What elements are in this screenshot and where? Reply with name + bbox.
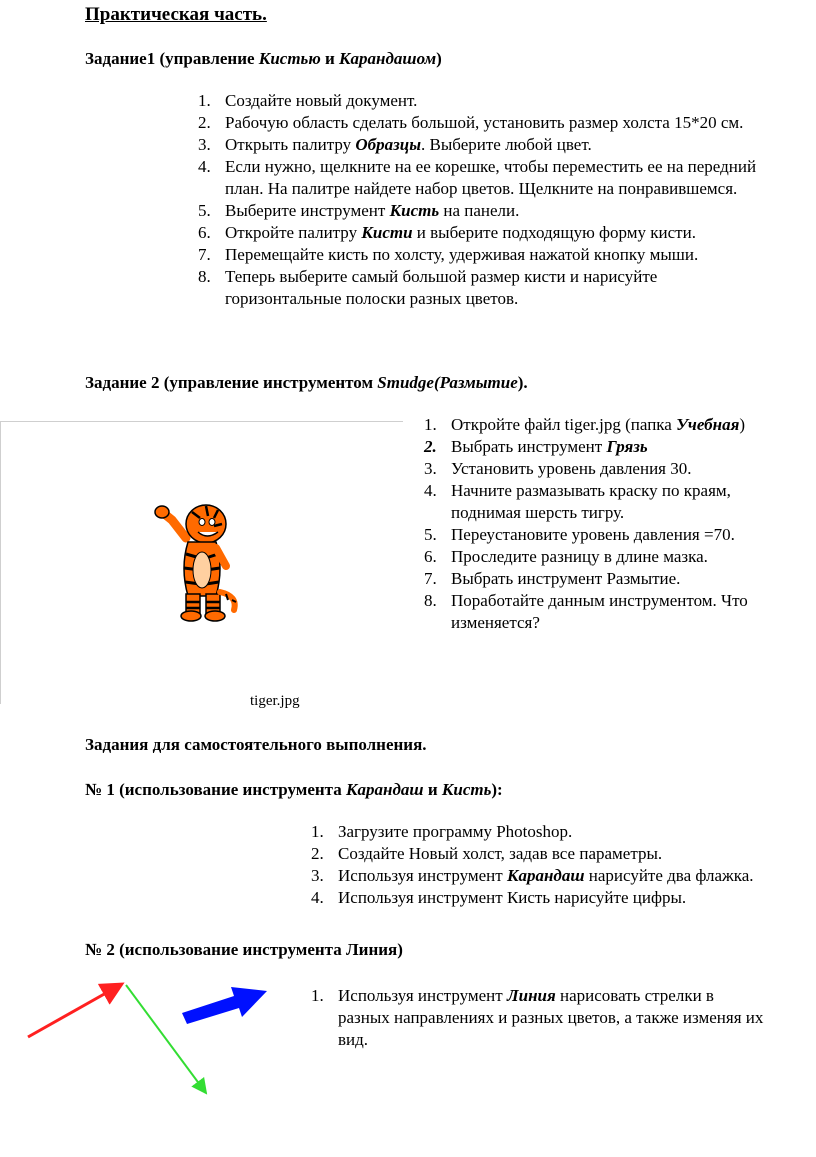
task1-heading: Задание1 (управление Кистью и Карандашом) <box>85 49 442 68</box>
task2-list <box>424 414 811 634</box>
list-item: 6. Откройте палитру Кисти и выберите подходящую форму кисти. <box>198 223 696 242</box>
list-item: 8. Поработайте данным инструментом. Что изменяется? <box>424 591 748 632</box>
list-item: 4. Начните размазывать краску по краям, поднимая шерсть тигру. <box>424 481 731 522</box>
list-item: 2. Выбрать инструмент Грязь <box>424 437 648 456</box>
ex1-list <box>311 821 808 909</box>
tiger-illustration-icon <box>150 498 240 623</box>
task2-heading: Задание 2 (управление инструментом Smudge(Размытие). <box>85 373 528 392</box>
ex1-heading: № 1 (использование инструмента Карандаш и Кисть): <box>85 780 503 799</box>
list-item: 8. Теперь выберите самый большой размер кисти и нарисуйте горизонтальные полоски разных цветов. <box>198 267 658 308</box>
list-item: 6. Проследите разницу в длине мазка. <box>424 547 708 566</box>
list-item: 7. Выбрать инструмент Размытие. <box>424 569 681 588</box>
list-item: 4. Используя инструмент Кисть нарисуйте цифры. <box>311 888 687 907</box>
ex2-heading: № 2 (использование инструмента Линия) <box>85 940 403 959</box>
list-item: 5. Переустановите уровень давления =70. <box>424 525 735 544</box>
ex2-list <box>311 985 808 1051</box>
independent-heading: Задания для самостоятельного выполнения. <box>85 735 427 754</box>
page-title: Практическая часть. <box>85 4 267 25</box>
list-item: 1. Откройте файл tiger.jpg (папка Учебная) <box>424 415 746 434</box>
list-item: 4. Если нужно, щелкните на ее корешке, чтобы переместить ее на передний план. На палитре найдете набор цветов. Щелкните на понравившемся. <box>198 157 757 198</box>
list-item: 3. Используя инструмент Карандаш нарисуйте два флажка. <box>311 866 754 885</box>
list-item: 7. Перемещайте кисть по холсту, удерживая нажатой кнопку мыши. <box>198 245 699 264</box>
list-item: 1. Загрузите программу Photoshop. <box>311 822 573 841</box>
task1-list <box>198 90 815 310</box>
image-caption: tiger.jpg <box>250 693 300 709</box>
list-item: 1. Создайте новый документ. <box>198 91 418 110</box>
list-item: 3. Открыть палитру Образцы. Выберите любой цвет. <box>198 135 592 154</box>
list-item: 1. Используя инструмент Линия нарисовать стрелки в разных направлениях и разных цветов, а также изменяя их вид. <box>311 986 764 1049</box>
list-item: 2. Создайте Новый холст, задав все параметры. <box>311 844 663 863</box>
list-item: 3. Установить уровень давления 30. <box>424 459 692 478</box>
arrows-illustration-icon <box>20 975 280 1105</box>
list-item: 5. Выберите инструмент Кисть на панели. <box>198 201 520 220</box>
list-item: 2. Рабочую область сделать большой, установить размер холста 15*20 см. <box>198 113 744 132</box>
